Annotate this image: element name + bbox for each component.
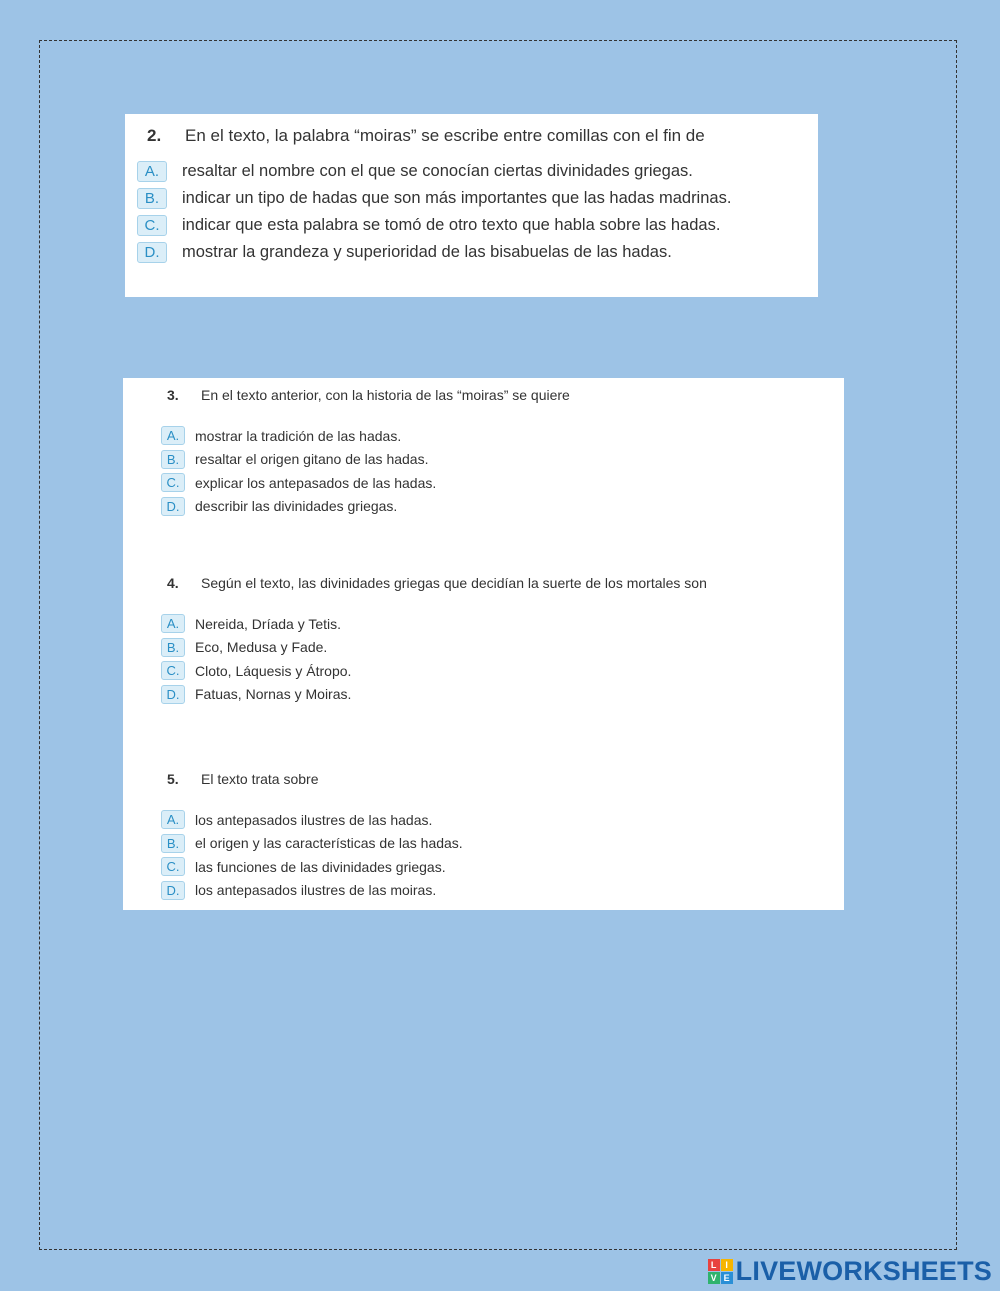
option-letter-badge[interactable]: B.: [161, 450, 185, 469]
question-text: El texto trata sobre: [201, 771, 319, 787]
option-letter-badge[interactable]: A.: [161, 426, 185, 445]
option-text: Eco, Medusa y Fade.: [195, 639, 328, 656]
logo-letter: V: [708, 1272, 720, 1284]
option-letter-badge[interactable]: C.: [161, 857, 185, 876]
option-text: describir las divinidades griegas.: [195, 498, 398, 515]
option-letter-badge[interactable]: D.: [161, 685, 185, 704]
question-number: 5.: [167, 771, 179, 787]
logo-letter: E: [721, 1272, 733, 1284]
option-text: el origen y las características de las hadas.: [195, 835, 463, 852]
option-text: Cloto, Láquesis y Átropo.: [195, 662, 352, 679]
option-text: los antepasados ilustres de las hadas.: [195, 811, 433, 828]
option-text: los antepasados ilustres de las moiras.: [195, 882, 437, 899]
option-b[interactable]: [167, 448, 844, 472]
option-text: las funciones de las divinidades griegas.: [195, 858, 446, 875]
option-text: indicar que esta palabra se tomó de otro texto que habla sobre las hadas.: [182, 216, 721, 234]
question-5: [167, 771, 844, 902]
option-b[interactable]: [144, 185, 818, 212]
option-a[interactable]: [167, 808, 844, 832]
option-b[interactable]: [167, 636, 844, 660]
option-letter-badge[interactable]: A.: [161, 810, 185, 829]
option-a[interactable]: [144, 158, 818, 185]
option-letter-badge[interactable]: C.: [161, 661, 185, 680]
option-text: resaltar el nombre con el que se conocían ciertas divinidades griegas.: [182, 162, 693, 180]
option-text: Fatuas, Nornas y Moiras.: [195, 686, 352, 703]
option-a[interactable]: [167, 612, 844, 636]
option-c[interactable]: [167, 471, 844, 495]
logo-letter: L: [708, 1259, 720, 1271]
question-stem: [147, 126, 818, 148]
question-stem: [167, 387, 844, 407]
option-letter-badge[interactable]: C.: [161, 473, 185, 492]
live-icon: [708, 1259, 733, 1284]
logo-text: LIVEWORKSHEETS: [735, 1255, 992, 1286]
liveworksheets-logo: [708, 1256, 992, 1286]
question-2: [144, 126, 818, 266]
option-text: resaltar el origen gitano de las hadas.: [195, 451, 429, 468]
option-c[interactable]: [167, 659, 844, 683]
question-3: [167, 387, 844, 518]
question-text: En el texto, la palabra “moiras” se escribe entre comillas con el fin de: [185, 126, 705, 145]
option-letter-badge[interactable]: D.: [161, 497, 185, 516]
question-text: Según el texto, las divinidades griegas que decidían la suerte de los mortales son: [201, 575, 707, 591]
option-d[interactable]: [167, 879, 844, 903]
option-c[interactable]: [144, 212, 818, 239]
question-number: 3.: [167, 387, 179, 403]
option-text: indicar un tipo de hadas que son más importantes que las hadas madrinas.: [182, 189, 732, 207]
question-text: En el texto anterior, con la historia de las “moiras” se quiere: [201, 387, 570, 403]
option-c[interactable]: [167, 855, 844, 879]
question-card-1: [125, 114, 818, 297]
question-number: 4.: [167, 575, 179, 591]
option-letter-badge[interactable]: B.: [161, 834, 185, 853]
option-letter-badge[interactable]: B.: [161, 638, 185, 657]
option-list: [167, 612, 844, 706]
question-4: [167, 575, 844, 706]
option-list: [167, 808, 844, 902]
question-number: 2.: [147, 126, 162, 145]
option-d[interactable]: [167, 683, 844, 707]
option-text: explicar los antepasados de las hadas.: [195, 474, 437, 491]
option-letter-badge[interactable]: A.: [137, 161, 167, 182]
option-a[interactable]: [167, 424, 844, 448]
option-d[interactable]: [167, 495, 844, 519]
option-text: mostrar la tradición de las hadas.: [195, 427, 402, 444]
option-letter-badge[interactable]: B.: [137, 188, 167, 209]
option-letter-badge[interactable]: D.: [161, 881, 185, 900]
option-letter-badge[interactable]: A.: [161, 614, 185, 633]
option-text: mostrar la grandeza y superioridad de las bisabuelas de las hadas.: [182, 243, 672, 261]
option-letter-badge[interactable]: C.: [137, 215, 167, 236]
option-d[interactable]: [144, 239, 818, 266]
option-text: Nereida, Dríada y Tetis.: [195, 615, 342, 632]
option-list: [144, 158, 818, 266]
question-stem: [167, 575, 844, 595]
question-card-2: [123, 378, 844, 910]
option-b[interactable]: [167, 832, 844, 856]
option-list: [167, 424, 844, 518]
question-stem: [167, 771, 844, 791]
logo-letter: I: [721, 1259, 733, 1271]
option-letter-badge[interactable]: D.: [137, 242, 167, 263]
